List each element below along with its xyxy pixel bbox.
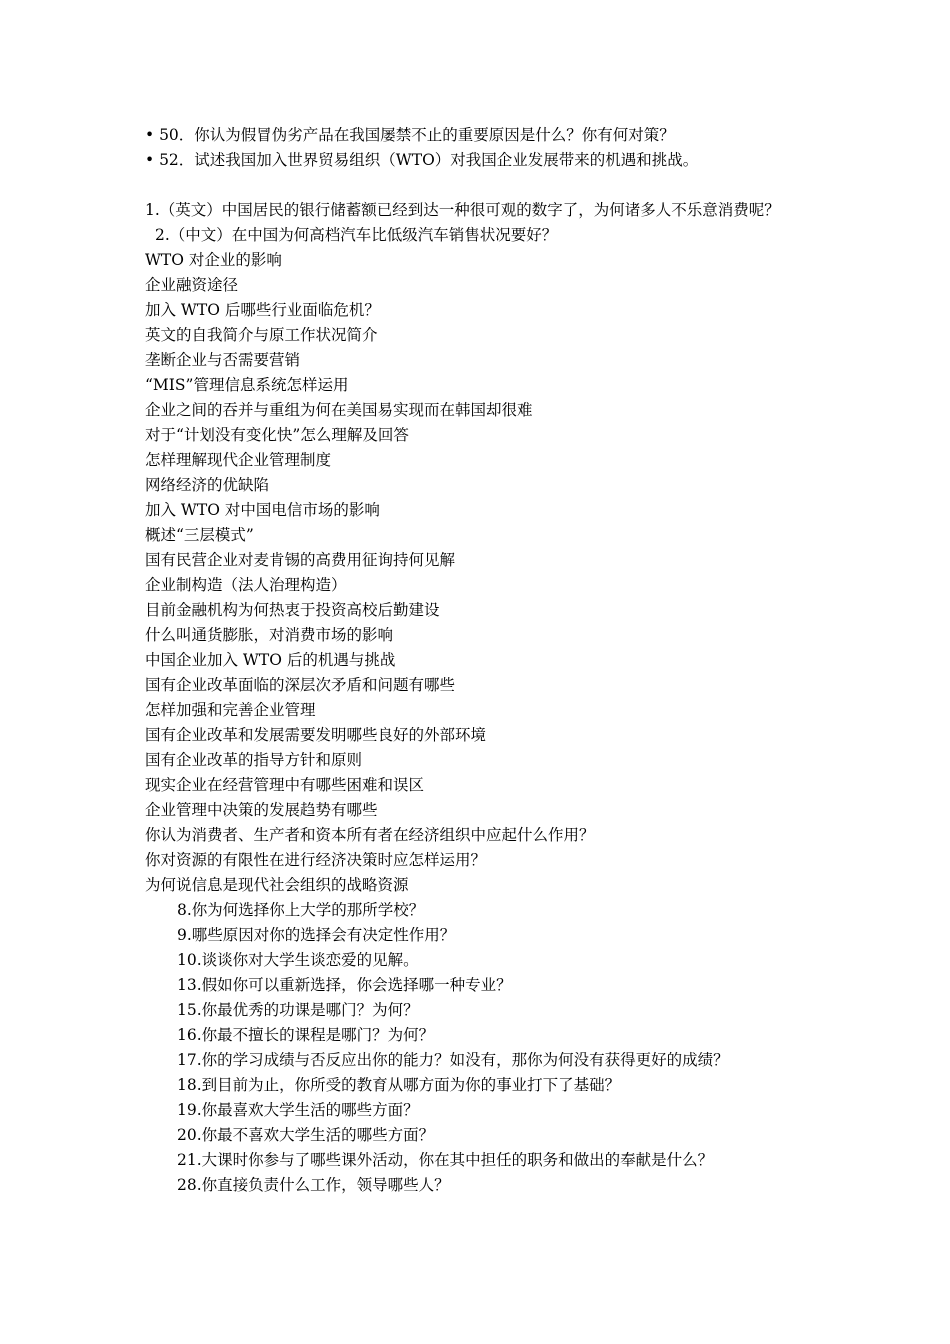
topic-list xyxy=(145,248,815,898)
list-item: 加入 WTO 后哪些行业面临危机？ xyxy=(145,301,380,319)
list-item: 目前金融机构为何热衷于投资高校后勤建设 xyxy=(145,601,440,619)
list-item: 网络经济的优缺陷 xyxy=(145,476,270,494)
list-item: 企业制构造（法人治理构造） xyxy=(145,576,347,594)
list-item: 英文的自我简介与原工作状况简介 xyxy=(145,326,378,344)
list-item: 现实企业在经营管理中有哪些困难和误区 xyxy=(145,776,425,794)
list-item: 10.谈谈你对大学生谈恋爱的见解。 xyxy=(177,951,419,969)
list-item: 17.你的学习成绩与否反应出你的能力？如没有，那你为何没有获得更好的成绩？ xyxy=(177,1051,729,1069)
list-item: 国有企业改革面临的深层次矛盾和问题有哪些 xyxy=(145,676,456,694)
list-item: 国有民营企业对麦肯锡的高费用征询持何见解 xyxy=(145,551,456,569)
list-item: 企业融资途径 xyxy=(145,276,239,294)
list-item: 15.你最优秀的功课是哪门？为何？ xyxy=(177,1001,419,1019)
list-item: 中国企业加入 WTO 后的机遇与挑战 xyxy=(145,651,396,669)
list-item: “MIS”管理信息系统怎样运用 xyxy=(145,376,349,394)
list-item: 怎样加强和完善企业管理 xyxy=(145,701,316,719)
main-content xyxy=(145,198,815,1198)
list-item: 垄断企业与否需要营销 xyxy=(145,351,301,369)
list-item: 19.你最喜欢大学生活的哪些方面？ xyxy=(177,1101,419,1119)
list-item: 企业之间的吞并与重组为何在美国易实现而在韩国却很难 xyxy=(145,401,533,419)
list-item: 加入 WTO 对中国电信市场的影响 xyxy=(145,501,380,519)
list-item: 9.哪些原因对你的选择会有决定性作用？ xyxy=(177,926,456,944)
numbered-question-list xyxy=(145,898,815,1198)
list-item: 8.你为何选择你上大学的那所学校？ xyxy=(177,901,425,919)
question-chinese: 2.（中文）在中国为何高档汽车比低级汽车销售状况要好？ xyxy=(155,226,558,244)
bullet-item: • 52．试述我国加入世界贸易组织（WTO）对我国企业发展带来的机遇和挑战。 xyxy=(145,151,699,169)
list-item: 国有企业改革和发展需要发明哪些良好的外部环境 xyxy=(145,726,487,744)
list-item: 怎样理解现代企业管理制度 xyxy=(145,451,332,469)
list-item: WTO 对企业的影响 xyxy=(145,251,282,269)
list-item: 13.假如你可以重新选择，你会选择哪一种专业？ xyxy=(177,976,512,994)
list-item: 28.你直接负责什么工作，领导哪些人？ xyxy=(177,1176,450,1194)
list-item: 概述“三层模式” xyxy=(145,526,254,544)
list-item: 国有企业改革的指导方针和原则 xyxy=(145,751,363,769)
list-item: 你对资源的有限性在进行经济决策时应怎样运用？ xyxy=(145,851,487,869)
question-english: 1.（英文）中国居民的银行储蓄额已经到达一种很可观的数字了，为何诸多人不乐意消费呢？ xyxy=(145,201,780,219)
bullet-item: • 50．你认为假冒伪劣产品在我国屡禁不止的重要原因是什么？你有何对策？ xyxy=(145,126,675,144)
list-item: 对于“计划没有变化快”怎么理解及回答 xyxy=(145,426,409,444)
list-item: 你认为消费者、生产者和资本所有者在经济组织中应起什么作用？ xyxy=(145,826,595,844)
bullet-questions xyxy=(145,123,815,173)
list-item: 企业管理中决策的发展趋势有哪些 xyxy=(145,801,378,819)
list-item: 16.你最不擅长的课程是哪门？为何？ xyxy=(177,1026,435,1044)
list-item: 为何说信息是现代社会组织的战略资源 xyxy=(145,876,409,894)
list-item: 18.到目前为止，你所受的教育从哪方面为你的事业打下了基础？ xyxy=(177,1076,621,1094)
list-item: 什么叫通货膨胀，对消费市场的影响 xyxy=(145,626,394,644)
list-item: 21.大课时你参与了哪些课外活动，你在其中担任的职务和做出的奉献是什么？ xyxy=(177,1151,714,1169)
list-item: 20.你最不喜欢大学生活的哪些方面？ xyxy=(177,1126,435,1144)
